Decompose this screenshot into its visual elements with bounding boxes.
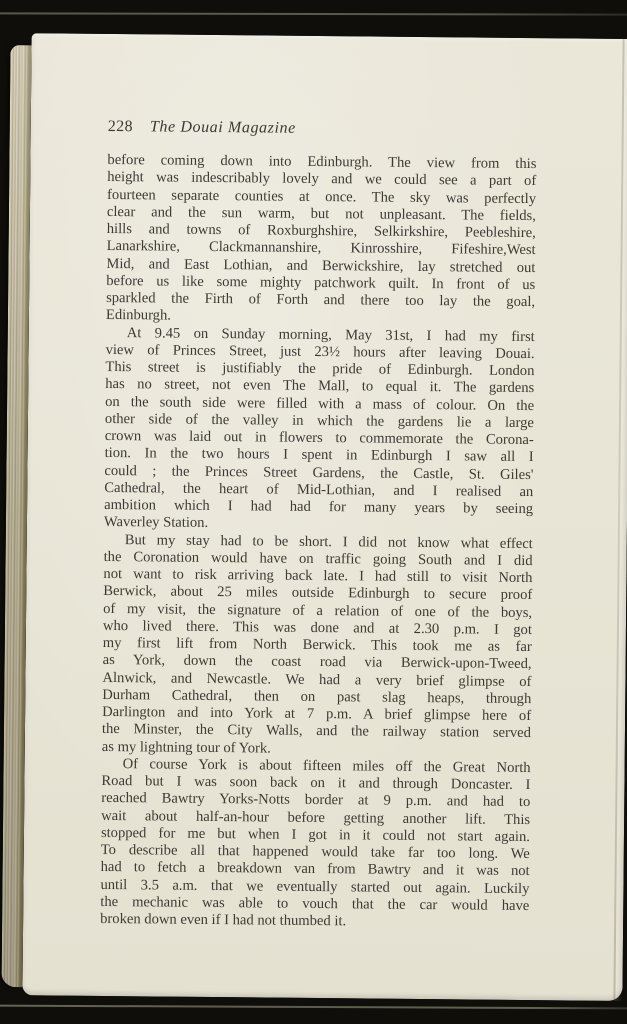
text-line: To describe all that happened would take far too long. We xyxy=(100,841,530,863)
book-page-group xyxy=(1,33,627,1005)
text-line: But my stay had to be short. I did not know what effect xyxy=(124,531,533,552)
text-line: fourteen separate counties at once. The sky was perfectly xyxy=(107,186,537,207)
text-line: ambition which I had had for many years by seeing xyxy=(104,496,534,518)
text-line: hills and towns of Roxburghshire, Selkirkshire, Peebleshire, xyxy=(106,220,536,242)
page-header xyxy=(108,118,537,140)
text-line: Mid, and East Lothian, and Berwickshire, lay stretched out xyxy=(106,255,536,276)
text-line: At 9.45 on Sunday morning, May 31st, I had my first xyxy=(126,324,535,345)
text-line: stopped for me but when I got in it could not start again. xyxy=(100,824,531,845)
text-line: Alnwick, and Newcastle. We had a very brief glimpse of xyxy=(102,669,532,690)
text-line: Durham Cathedral, then on past slag heaps, through xyxy=(102,686,532,707)
text-line: height was indescribably lovely and we could see a part of xyxy=(107,169,537,190)
paragraph xyxy=(102,531,533,759)
text-line: reached Bawtry Yorks-Notts border at 9 p.m. and had to xyxy=(101,790,531,811)
text-line: Berwick, about 25 miles outside Edinburgh to secure proof xyxy=(103,583,533,604)
text-line: other side of the valley in which the gardens lie a large xyxy=(104,410,535,431)
text-line: until 3.5 a.m. that we eventually started out again. Luckily xyxy=(100,876,530,897)
text-line: Edinburgh. xyxy=(105,307,172,324)
text-line: wait about half-an-hour before getting another lift. This xyxy=(101,807,531,828)
text-line: before coming down into Edinburgh. The view from this xyxy=(107,151,537,173)
text-line: of my visit, the signature of a relation of one of the boys, xyxy=(103,600,533,621)
text-line: the Coronation would have on traffic going South and I did xyxy=(103,548,533,569)
text-line: the Minster, the City Walls, and the railway station served xyxy=(101,721,532,742)
text-line: has no street, not even The Mall, to equal it. The gardens xyxy=(105,376,535,397)
paragraph xyxy=(106,152,537,329)
text-line: This street is justifiably the pride of Edinburgh. London xyxy=(105,358,535,380)
text-line: could ; the Princes Street Gardens, the Castle, St. Giles' xyxy=(104,462,534,483)
text-line: on the south side were filled with a mass of colour. On the xyxy=(105,393,535,414)
text-line: crown was laid out in flowers to commemorate the Corona- xyxy=(104,427,534,449)
text-line: as my lightning tour of York. xyxy=(101,738,271,757)
page-body xyxy=(100,152,536,932)
text-line: Waverley Station. xyxy=(103,514,209,532)
paragraph xyxy=(104,324,535,535)
text-line: broken down even if I had not thumbed it. xyxy=(100,910,347,930)
text-line: view of Princes Street, just 23½ hours after leaving Douai. xyxy=(105,341,535,362)
magazine-title: The Douai Magazine xyxy=(149,118,296,137)
text-line: had to fetch a breakdown van from Bawtry and it was not xyxy=(100,859,530,880)
text-line: before us like some mighty patchwork quilt. In front of us xyxy=(106,272,536,293)
text-line: the mechanic was able to vouch that the car would have xyxy=(100,893,530,914)
text-line: Of course York is about fifteen miles off the Great North xyxy=(122,755,531,776)
text-line: Cathedral, the heart of Mid-Lothian, and I realised an xyxy=(104,479,534,500)
page-number: 228 xyxy=(107,117,134,136)
text-line: tion. In the two hours I spent in Edinburgh I saw all I xyxy=(104,445,534,466)
text-line: not want to risk arriving back late. I had still to visit North xyxy=(103,565,533,587)
text-line: Darlington and into York at 7 p.m. A brief glimpse here of xyxy=(102,703,532,725)
text-line: as York, down the coast road via Berwick-upon-Tweed, xyxy=(102,652,532,673)
text-line: Road but I was soon back on it and through Doncaster. I xyxy=(101,772,531,794)
text-line: sparkled the Firth of Forth and there too lay the goal, xyxy=(106,289,536,311)
text-line: clear and the sun warm, but not unpleasant. The fields, xyxy=(106,203,536,224)
text-line: who lived there. This was done and at 2.30 p.m. I got xyxy=(102,617,533,638)
book-page xyxy=(22,33,627,1001)
text-line: Lanarkshire, Clackmannanshire, Kinrosshire, Fifeshire,West xyxy=(106,238,536,259)
text-line: my first lift from North Berwick. This took me as far xyxy=(102,634,532,656)
paragraph xyxy=(100,756,531,933)
book-cover-edge-top xyxy=(0,12,627,15)
book-cover-edge-bottom xyxy=(0,1005,627,1010)
